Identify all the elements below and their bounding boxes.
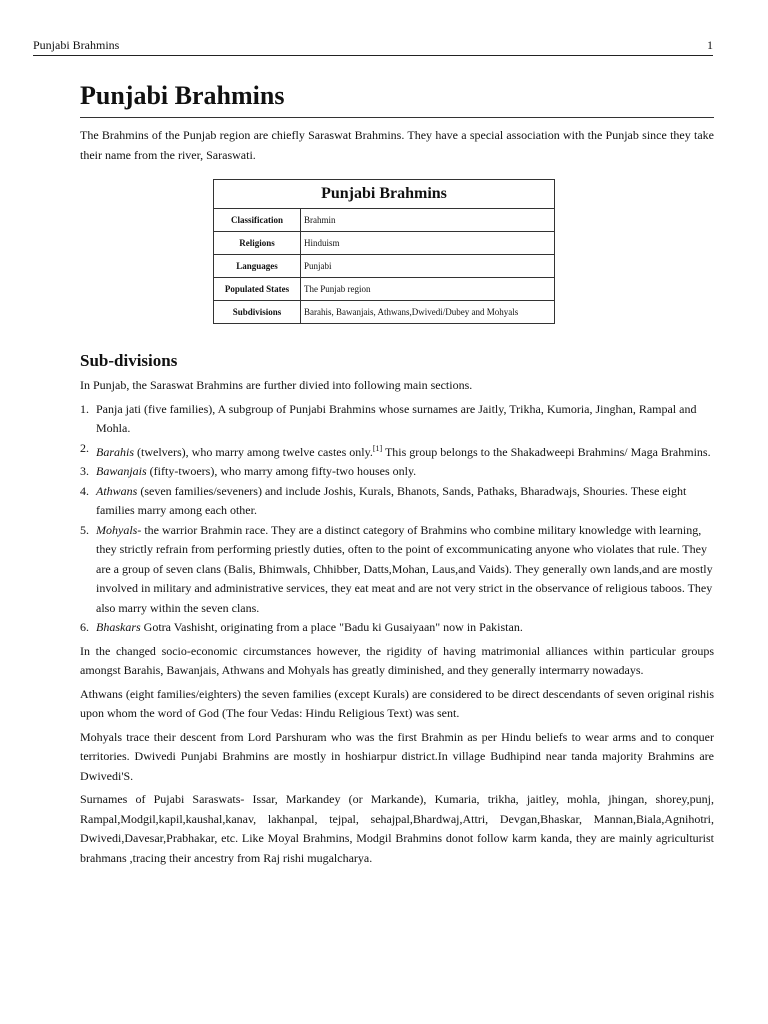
page-number: 1 [707, 38, 713, 52]
infobox-value: Brahmin [301, 209, 555, 232]
item-text: Panja jati (five families), A subgroup of Punjabi Brahmins whose surnames are Jaitly, Trikha, Kumoria, Jinghan, Rampal and Mohla. [96, 401, 697, 435]
subdivision-list [80, 400, 714, 638]
infobox-value: The Punjab region [301, 278, 555, 301]
infobox-key: Religions [214, 232, 301, 255]
list-number: 2. [80, 440, 89, 455]
list-item [0, 482, 714, 521]
item-text: (twelvers), who marry among twelve castes only. [134, 444, 373, 459]
list-number: 3. [80, 464, 89, 478]
running-title: Punjabi Brahmins [33, 38, 120, 52]
item-text: (fifty-twoers), who marry among fifty-two houses only. [146, 464, 417, 478]
body-paragraph: Athwans (eight families/eighters) the seven families (except Kurals) are considered to be direct descendants of seven original rishis upon whom the word of God (The four Vedas: Hindu Religious Text) was sent. [80, 686, 714, 720]
item-text-after: This group belongs to the Shakadweepi Brahmins/ Maga Brahmins. [382, 444, 711, 459]
infobox-row [214, 232, 555, 255]
item-text: (seven families/seveners) and include Joshis, Kurals, Bhanots, Sands, Pathaks, Bharadwajs, Shouries. These eight families marry among each other. [96, 483, 687, 517]
list-item [0, 400, 714, 439]
list-item [0, 439, 714, 463]
list-item [0, 462, 714, 482]
infobox-value: Punjabi [301, 255, 555, 278]
infobox-row [214, 255, 555, 278]
infobox-row [214, 278, 555, 301]
infobox [213, 179, 555, 324]
section-heading-subdivisions: Sub-divisions [80, 351, 178, 370]
infobox-title: Punjabi Brahmins [214, 180, 555, 209]
item-term: Mohyals [96, 522, 138, 537]
infobox-value: Barahis, Bawanjais, Athwans,Dwivedi/Dubey and Mohyals [301, 301, 555, 324]
list-item [0, 618, 714, 638]
list-number: 4. [80, 483, 89, 498]
item-term: Bhaskars [96, 620, 141, 634]
infobox-key: Subdivisions [214, 301, 301, 324]
item-term: Barahis [96, 444, 135, 459]
item-text: - the warrior Brahmin race. They are a distinct category of Brahmins who combine military knowledge with learning, they strictly refrain from performing priestly duties, often to the point of excommunicating anyone who violates that rule. They are a group of seven clans (Balis, Bhimwals, Chhibber, Datts,Mohan, Laus,and Vaids). They generally own lands,and are mostly involved in military and administrative services, they eat meat and are not very strict in the observance of religious taboos. They also marry within the seven clans. [96, 522, 713, 615]
body-paragraph: Surnames of Pujabi Saraswats- Issar, Markandey (or Markande), Kumaria, trikha, jaitley, mohla, jhingan, shorey,punj, Rampal,Modgil,kapil,kaushal,kanav, lakhanpal, tejpal, sehajpal,Bhardwaj,Attri, Devgan,Bhaskar, Mannan,Biala,Agnihotri, Dwivedi,Davesar,Prabhakar, etc. Like Moyal Brahmins, Modgil Brahmins donot follow karm kanda, they are mainly agriculturist brahmans ,tracing their ancestry from Raj rishi mugalcharya. [80, 792, 714, 865]
infobox-key: Populated States [214, 278, 301, 301]
list-item [0, 521, 714, 619]
item-text: Gotra Vashisht, originating from a place "Badu ki Gusaiyaan" now in Pakistan. [140, 620, 523, 634]
section-lead: In Punjab, the Saraswat Brahmins are further divied into following main sections. [80, 378, 473, 392]
item-term: Athwans [96, 483, 138, 498]
body-paragraph: Mohyals trace their descent from Lord Parshuram who was the first Brahmin as per Hindu beliefs to wear arms and to conquer territories. Dwivedi Punjabi Brahmins are mostly in hoshiarpur district.In village Budhipind near tanda majority Brahmins are Dwivedi'S. [80, 729, 714, 783]
citation-link[interactable]: [1] [372, 443, 383, 453]
infobox-key: Languages [214, 255, 301, 278]
list-number: 6. [80, 620, 89, 634]
infobox-key: Classification [214, 209, 301, 232]
infobox-value: Hinduism [301, 232, 555, 255]
item-term: Bawanjais [96, 464, 147, 478]
infobox-row [214, 301, 555, 324]
intro-paragraph: The Brahmins of the Punjab region are chiefly Saraswat Brahmins. They have a special association with the Punjab since they take their name from the river, Saraswati. [80, 128, 714, 162]
article-body [80, 80, 714, 868]
running-header [33, 38, 713, 56]
body-paragraph: In the changed socio-economic circumstances however, the rigidity of having matrimonial alliances within particular groups amongst Barahis, Bawanjais, Athwans and Mohyals has greatly diminished, and they generally intermarry nowadays. [80, 643, 714, 677]
list-number: 5. [80, 522, 89, 537]
infobox-row [214, 209, 555, 232]
list-number: 1. [80, 401, 89, 416]
page-title: Punjabi Brahmins [80, 80, 714, 118]
